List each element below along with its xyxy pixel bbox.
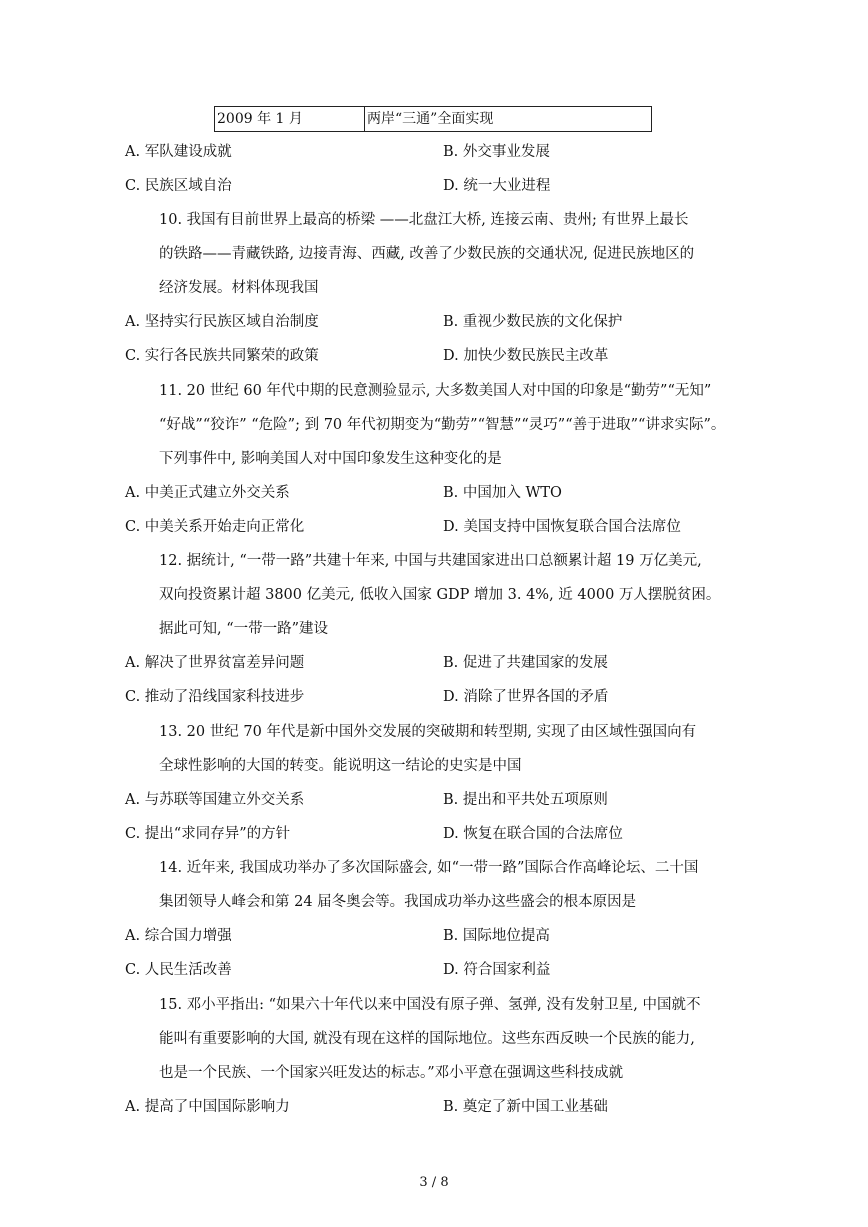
q12-stem-line1: 12. 据统计, “一带一路”共建十年来, 中国与共建国家进出口总额累计超 19 万亿美元, [159,553,702,569]
q10-option-b: B. 重视少数民族的文化保护 [443,314,623,330]
q12-option-a: A. 解决了世界贫富差异问题 [125,655,305,671]
q12-stem-line3: 据此可知, “一带一路”建设 [159,621,329,637]
q11-option-b: B. 中国加入 WTO [443,485,562,501]
q14-option-c: C. 人民生活改善 [125,962,232,978]
table-cell-event: 两岸“三通”全面实现 [367,111,494,127]
q13-option-a: A. 与苏联等国建立外交关系 [125,792,305,808]
q14-stem-line1: 14. 近年来, 我国成功举办了多次国际盛会, 如“一带一路”国际合作高峰论坛、二十国 [159,860,699,876]
q15-stem-line2: 能叫有重要影响的大国, 就没有现在这样的国际地位。这些东西反映一个民族的能力, [159,1031,695,1047]
q9-option-d: D. 统一大业进程 [443,178,551,194]
q13-stem-line2: 全球性影响的大国的转变。能说明这一结论的史实是中国 [159,758,522,774]
q13-option-c: C. 提出“求同存异”的方针 [125,826,291,842]
q10-stem-line3: 经济发展。材料体现我国 [159,280,319,296]
q11-stem-line2: “好战”“狡诈” “危险”; 到 70 年代初期变为“勤劳”“智慧”“灵巧”“善于进取”“讲求实际”。 [159,417,726,433]
q10-option-a: A. 坚持实行民族区域自治制度 [125,314,319,330]
q9-option-b: B. 外交事业发展 [443,144,550,160]
q11-stem-line3: 下列事件中, 影响美国人对中国印象发生这种变化的是 [159,451,502,467]
q15-option-b: B. 奠定了新中国工业基础 [443,1099,608,1115]
q13-option-b: B. 提出和平共处五项原则 [443,792,608,808]
q9-option-a: A. 军队建设成就 [125,144,232,160]
q9-option-c: C. 民族区域自治 [125,178,232,194]
q15-stem-line3: 也是一个民族、一个国家兴旺发达的标志。”邓小平意在强调这些科技成就 [159,1065,624,1081]
q12-option-b: B. 促进了共建国家的发展 [443,655,608,671]
q11-stem-line1: 11. 20 世纪 60 年代中期的民意测验显示, 大多数美国人对中国的印象是“勤劳”“无知” [159,383,712,399]
q12-option-d: D. 消除了世界各国的矛盾 [443,689,609,705]
q11-option-a: A. 中美正式建立外交关系 [125,485,290,501]
q13-option-d: D. 恢复在联合国的合法席位 [443,826,623,842]
q15-option-a: A. 提高了中国国际影响力 [125,1099,290,1115]
q10-option-d: D. 加快少数民族民主改革 [443,348,609,364]
q12-stem-line2: 双向投资累计超 3800 亿美元, 低收入国家 GDP 增加 3. 4%, 近 4000 万人摆脱贫困。 [159,587,721,603]
timeline-table-row [214,106,652,132]
q10-stem-line1: 10. 我国有目前世界上最高的桥梁 ——北盘江大桥, 连接云南、贵州; 有世界上最长 [159,212,689,228]
q11-option-c: C. 中美关系开始走向正常化 [125,519,305,535]
q10-option-c: C. 实行各民族共同繁荣的政策 [125,348,319,364]
q10-stem-line2: 的铁路——青藏铁路, 边接青海、西藏, 改善了少数民族的交通状况, 促进民族地区的 [159,246,695,262]
q12-option-c: C. 推动了沿线国家科技进步 [125,689,305,705]
q15-stem-line1: 15. 邓小平指出: “如果六十年代以来中国没有原子弹、氢弹, 没有发射卫星, 中国就不 [159,997,701,1013]
q14-option-a: A. 综合国力增强 [125,928,232,944]
q14-option-d: D. 符合国家利益 [443,962,551,978]
page-number: 3 / 8 [419,1175,449,1190]
q13-stem-line1: 13. 20 世纪 70 年代是新中国外交发展的突破期和转型期, 实现了由区域性强国向有 [159,724,697,740]
table-cell-date: 2009 年 1 月 [215,107,365,131]
q14-option-b: B. 国际地位提高 [443,928,550,944]
q11-option-d: D. 美国支持中国恢复联合国合法席位 [443,519,681,535]
q14-stem-line2: 集团领导人峰会和第 24 届冬奥会等。我国成功举办这些盛会的根本原因是 [159,894,637,910]
